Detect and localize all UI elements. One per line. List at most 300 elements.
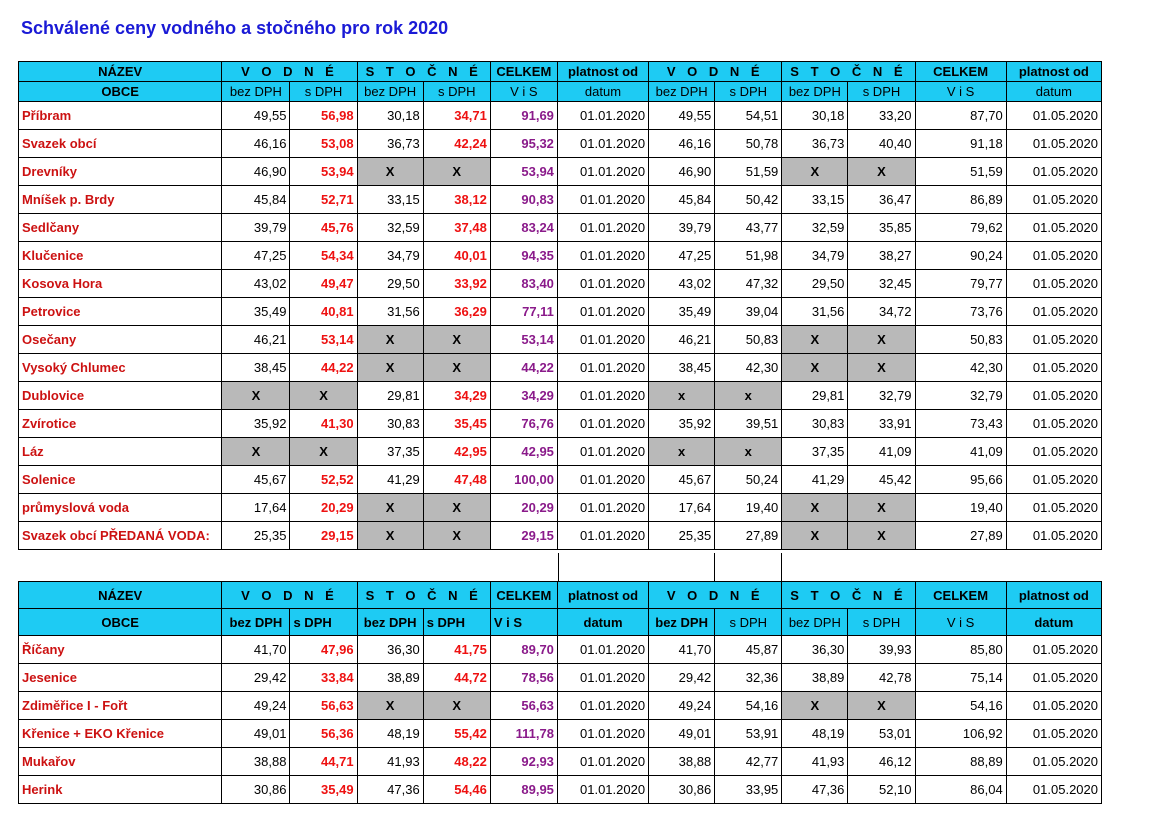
table-cell: 33,91 — [848, 410, 915, 438]
total-price: 111,78 — [490, 720, 557, 748]
table-cell: 39,79 — [649, 214, 715, 242]
valid-from-date: 01.05.2020 — [1006, 130, 1101, 158]
valid-from-date: 01.05.2020 — [1006, 326, 1101, 354]
not-applicable-cell: x — [649, 382, 715, 410]
valid-from-date: 01.05.2020 — [1006, 664, 1101, 692]
not-applicable-cell: X — [848, 522, 915, 550]
price-with-vat: 38,12 — [423, 186, 490, 214]
table-cell: 30,86 — [222, 776, 290, 804]
table-cell: 48,19 — [357, 720, 423, 748]
price-with-vat: 45,76 — [290, 214, 357, 242]
column-header: platnost od — [557, 62, 648, 82]
table-cell: 41,70 — [222, 636, 290, 664]
price-with-vat: 54,34 — [290, 242, 357, 270]
table-row — [19, 186, 1102, 214]
not-applicable-cell: x — [649, 438, 715, 466]
valid-from-date: 01.01.2020 — [557, 692, 648, 720]
table-row — [19, 494, 1102, 522]
municipality-name: Kosova Hora — [19, 270, 222, 298]
table-cell: 42,77 — [715, 748, 782, 776]
valid-from-date: 01.05.2020 — [1006, 438, 1101, 466]
table-row — [19, 102, 1102, 130]
valid-from-date: 01.05.2020 — [1006, 522, 1101, 550]
price-with-vat: 34,71 — [423, 102, 490, 130]
table-row — [19, 692, 1102, 720]
price-with-vat: 36,29 — [423, 298, 490, 326]
column-header: platnost od — [1006, 582, 1101, 609]
column-subheader: s DPH — [290, 609, 357, 636]
column-subheader: s DPH — [715, 82, 782, 102]
valid-from-date: 01.01.2020 — [557, 270, 648, 298]
table-cell: 39,79 — [222, 214, 290, 242]
table-row — [19, 326, 1102, 354]
column-subheader: s DPH — [715, 609, 782, 636]
valid-from-date: 01.01.2020 — [557, 720, 648, 748]
table-cell: 46,21 — [649, 326, 715, 354]
column-subheader: V i S — [915, 82, 1006, 102]
price-with-vat: 29,15 — [290, 522, 357, 550]
total-price: 53,94 — [490, 158, 557, 186]
total-price: 76,76 — [490, 410, 557, 438]
price-with-vat: 53,94 — [290, 158, 357, 186]
column-subheader: OBCE — [19, 82, 222, 102]
separator-line — [714, 553, 715, 581]
table-row — [19, 214, 1102, 242]
table-cell: 38,89 — [357, 664, 423, 692]
table-cell: 38,89 — [782, 664, 848, 692]
table-cell: 29,50 — [357, 270, 423, 298]
not-applicable-cell: x — [715, 438, 782, 466]
table-cell: 29,50 — [782, 270, 848, 298]
valid-from-date: 01.01.2020 — [557, 636, 648, 664]
table-cell: 46,16 — [222, 130, 290, 158]
valid-from-date: 01.05.2020 — [1006, 214, 1101, 242]
table-cell: 41,70 — [649, 636, 715, 664]
table-cell: 53,91 — [715, 720, 782, 748]
price-with-vat: 47,48 — [423, 466, 490, 494]
column-subheader: OBCE — [19, 609, 222, 636]
valid-from-date: 01.01.2020 — [557, 158, 648, 186]
table-cell: 35,49 — [222, 298, 290, 326]
table-cell: 47,25 — [222, 242, 290, 270]
total-price: 79,77 — [915, 270, 1006, 298]
column-subheader: datum — [557, 82, 648, 102]
table-cell: 53,01 — [848, 720, 915, 748]
table-cell: 51,98 — [715, 242, 782, 270]
municipality-name: Osečany — [19, 326, 222, 354]
column-header: S T O Č N É — [357, 582, 490, 609]
total-price: 42,95 — [490, 438, 557, 466]
not-applicable-cell: X — [423, 692, 490, 720]
table-cell: 38,27 — [848, 242, 915, 270]
column-subheader: bez DPH — [649, 82, 715, 102]
table-cell: 47,25 — [649, 242, 715, 270]
separator-line — [558, 553, 559, 581]
price-with-vat: 44,71 — [290, 748, 357, 776]
column-header: NÁZEV — [19, 582, 222, 609]
valid-from-date: 01.01.2020 — [557, 382, 648, 410]
total-price: 87,70 — [915, 102, 1006, 130]
table-row — [19, 130, 1102, 158]
municipality-name: Mukařov — [19, 748, 222, 776]
total-price: 56,63 — [490, 692, 557, 720]
table-cell: 50,42 — [715, 186, 782, 214]
price-table-1 — [18, 61, 1102, 550]
column-header: V O D N É — [649, 62, 782, 82]
not-applicable-cell: X — [357, 692, 423, 720]
table-cell: 45,87 — [715, 636, 782, 664]
table-cell: 29,81 — [782, 382, 848, 410]
table-cell: 50,83 — [715, 326, 782, 354]
municipality-name: Láz — [19, 438, 222, 466]
table-cell: 32,59 — [357, 214, 423, 242]
column-subheader: s DPH — [423, 609, 490, 636]
valid-from-date: 01.01.2020 — [557, 130, 648, 158]
not-applicable-cell: X — [357, 522, 423, 550]
header-row — [19, 62, 1102, 82]
table-cell: 54,16 — [715, 692, 782, 720]
column-header: V O D N É — [222, 582, 357, 609]
not-applicable-cell: x — [715, 382, 782, 410]
table-cell: 43,02 — [222, 270, 290, 298]
table-cell: 41,29 — [357, 466, 423, 494]
table-cell: 39,51 — [715, 410, 782, 438]
total-price: 54,16 — [915, 692, 1006, 720]
not-applicable-cell: X — [423, 522, 490, 550]
price-with-vat: 41,75 — [423, 636, 490, 664]
valid-from-date: 01.01.2020 — [557, 326, 648, 354]
column-subheader: s DPH — [848, 82, 915, 102]
table-cell: 39,04 — [715, 298, 782, 326]
table-cell: 45,84 — [649, 186, 715, 214]
not-applicable-cell: X — [848, 494, 915, 522]
total-price: 92,93 — [490, 748, 557, 776]
price-with-vat: 52,71 — [290, 186, 357, 214]
table-cell: 45,67 — [222, 466, 290, 494]
total-price: 106,92 — [915, 720, 1006, 748]
municipality-name: Sedlčany — [19, 214, 222, 242]
table-row — [19, 720, 1102, 748]
table-row — [19, 354, 1102, 382]
column-subheader: datum — [557, 609, 648, 636]
table-cell: 42,30 — [715, 354, 782, 382]
municipality-name: Říčany — [19, 636, 222, 664]
price-with-vat: 56,98 — [290, 102, 357, 130]
price-with-vat: 37,48 — [423, 214, 490, 242]
table-cell: 32,59 — [782, 214, 848, 242]
price-with-vat: 33,84 — [290, 664, 357, 692]
municipality-name: Dublovice — [19, 382, 222, 410]
table-cell: 30,86 — [649, 776, 715, 804]
valid-from-date: 01.05.2020 — [1006, 270, 1101, 298]
valid-from-date: 01.01.2020 — [557, 242, 648, 270]
table-cell: 33,15 — [782, 186, 848, 214]
municipality-name: Zvírotice — [19, 410, 222, 438]
table-cell: 35,85 — [848, 214, 915, 242]
price-with-vat: 33,92 — [423, 270, 490, 298]
valid-from-date: 01.01.2020 — [557, 748, 648, 776]
table-cell: 33,20 — [848, 102, 915, 130]
total-price: 44,22 — [490, 354, 557, 382]
table-cell: 40,40 — [848, 130, 915, 158]
valid-from-date: 01.01.2020 — [557, 410, 648, 438]
valid-from-date: 01.05.2020 — [1006, 186, 1101, 214]
header-row — [19, 582, 1102, 609]
table-cell: 29,42 — [649, 664, 715, 692]
table-cell: 38,45 — [649, 354, 715, 382]
price-with-vat: 34,29 — [423, 382, 490, 410]
table-cell: 37,35 — [782, 438, 848, 466]
table-cell: 30,18 — [357, 102, 423, 130]
table-cell: 50,78 — [715, 130, 782, 158]
not-applicable-cell: X — [357, 494, 423, 522]
price-with-vat: 44,72 — [423, 664, 490, 692]
valid-from-date: 01.05.2020 — [1006, 776, 1101, 804]
column-subheader: s DPH — [423, 82, 490, 102]
subheader-row — [19, 82, 1102, 102]
not-applicable-cell: X — [848, 692, 915, 720]
not-applicable-cell: X — [848, 354, 915, 382]
table-cell: 49,01 — [222, 720, 290, 748]
table-cell: 48,19 — [782, 720, 848, 748]
not-applicable-cell: X — [222, 382, 290, 410]
total-price: 91,69 — [490, 102, 557, 130]
valid-from-date: 01.05.2020 — [1006, 410, 1101, 438]
not-applicable-cell: X — [290, 438, 357, 466]
not-applicable-cell: X — [782, 522, 848, 550]
column-header: platnost od — [557, 582, 648, 609]
valid-from-date: 01.05.2020 — [1006, 636, 1101, 664]
table-cell: 36,73 — [357, 130, 423, 158]
table-cell: 32,79 — [848, 382, 915, 410]
total-price: 94,35 — [490, 242, 557, 270]
total-price: 95,32 — [490, 130, 557, 158]
column-subheader: V i S — [490, 609, 557, 636]
table-cell: 46,90 — [222, 158, 290, 186]
valid-from-date: 01.01.2020 — [557, 466, 648, 494]
municipality-name: Svazek obcí — [19, 130, 222, 158]
total-price: 53,14 — [490, 326, 557, 354]
table-row — [19, 522, 1102, 550]
not-applicable-cell: X — [357, 326, 423, 354]
column-subheader: bez DPH — [222, 609, 290, 636]
total-price: 100,00 — [490, 466, 557, 494]
table-cell: 30,83 — [357, 410, 423, 438]
table-cell: 46,90 — [649, 158, 715, 186]
price-with-vat: 44,22 — [290, 354, 357, 382]
column-header: V O D N É — [222, 62, 357, 82]
subheader-row — [19, 609, 1102, 636]
table-cell: 36,73 — [782, 130, 848, 158]
table-cell: 29,81 — [357, 382, 423, 410]
table-cell: 39,93 — [848, 636, 915, 664]
valid-from-date: 01.01.2020 — [557, 664, 648, 692]
price-with-vat: 56,36 — [290, 720, 357, 748]
valid-from-date: 01.01.2020 — [557, 102, 648, 130]
column-subheader: bez DPH — [357, 82, 423, 102]
not-applicable-cell: X — [423, 326, 490, 354]
valid-from-date: 01.05.2020 — [1006, 242, 1101, 270]
column-subheader: s DPH — [290, 82, 357, 102]
table-cell: 33,95 — [715, 776, 782, 804]
table-row — [19, 466, 1102, 494]
table-row — [19, 410, 1102, 438]
table-cell: 36,47 — [848, 186, 915, 214]
total-price: 50,83 — [915, 326, 1006, 354]
not-applicable-cell: X — [782, 354, 848, 382]
total-price: 91,18 — [915, 130, 1006, 158]
price-with-vat: 35,45 — [423, 410, 490, 438]
table-cell: 31,56 — [782, 298, 848, 326]
total-price: 73,76 — [915, 298, 1006, 326]
table-row — [19, 242, 1102, 270]
total-price: 29,15 — [490, 522, 557, 550]
table-cell: 47,36 — [357, 776, 423, 804]
table-cell: 43,02 — [649, 270, 715, 298]
not-applicable-cell: X — [357, 354, 423, 382]
valid-from-date: 01.05.2020 — [1006, 720, 1101, 748]
table-cell: 27,89 — [715, 522, 782, 550]
price-table-2 — [18, 581, 1102, 804]
column-subheader: bez DPH — [222, 82, 290, 102]
table-cell: 41,29 — [782, 466, 848, 494]
price-with-vat: 42,24 — [423, 130, 490, 158]
price-with-vat: 35,49 — [290, 776, 357, 804]
total-price: 79,62 — [915, 214, 1006, 242]
total-price: 73,43 — [915, 410, 1006, 438]
valid-from-date: 01.01.2020 — [557, 354, 648, 382]
table-cell: 25,35 — [649, 522, 715, 550]
column-subheader: V i S — [490, 82, 557, 102]
valid-from-date: 01.01.2020 — [557, 438, 648, 466]
table-row — [19, 298, 1102, 326]
municipality-name: Petrovice — [19, 298, 222, 326]
not-applicable-cell: X — [423, 494, 490, 522]
table-cell: 30,83 — [782, 410, 848, 438]
valid-from-date: 01.01.2020 — [557, 522, 648, 550]
column-header: CELKEM — [490, 62, 557, 82]
not-applicable-cell: X — [423, 158, 490, 186]
table-row — [19, 664, 1102, 692]
price-with-vat: 41,30 — [290, 410, 357, 438]
table-cell: 49,24 — [649, 692, 715, 720]
municipality-name: Svazek obcí PŘEDANÁ VODA: — [19, 522, 222, 550]
not-applicable-cell: X — [782, 158, 848, 186]
valid-from-date: 01.05.2020 — [1006, 354, 1101, 382]
table-row — [19, 270, 1102, 298]
column-header: CELKEM — [915, 582, 1006, 609]
total-price: 86,89 — [915, 186, 1006, 214]
total-price: 20,29 — [490, 494, 557, 522]
total-price: 32,79 — [915, 382, 1006, 410]
price-with-vat: 49,47 — [290, 270, 357, 298]
total-price: 34,29 — [490, 382, 557, 410]
column-subheader: datum — [1006, 82, 1101, 102]
price-with-vat: 56,63 — [290, 692, 357, 720]
municipality-name: Klučenice — [19, 242, 222, 270]
price-with-vat: 53,14 — [290, 326, 357, 354]
table-row — [19, 748, 1102, 776]
table-cell: 37,35 — [357, 438, 423, 466]
table-cell: 54,51 — [715, 102, 782, 130]
total-price: 90,24 — [915, 242, 1006, 270]
column-header: S T O Č N É — [782, 582, 915, 609]
municipality-name: Vysoký Chlumec — [19, 354, 222, 382]
table-cell: 17,64 — [649, 494, 715, 522]
not-applicable-cell: X — [782, 326, 848, 354]
valid-from-date: 01.05.2020 — [1006, 102, 1101, 130]
total-price: 88,89 — [915, 748, 1006, 776]
valid-from-date: 01.01.2020 — [557, 494, 648, 522]
total-price: 89,70 — [490, 636, 557, 664]
table-cell: 31,56 — [357, 298, 423, 326]
page-title: Schválené ceny vodného a stočného pro rok 2020 — [21, 18, 449, 38]
table-cell: 25,35 — [222, 522, 290, 550]
total-price: 86,04 — [915, 776, 1006, 804]
table-cell: 36,30 — [357, 636, 423, 664]
total-price: 75,14 — [915, 664, 1006, 692]
table-cell: 42,78 — [848, 664, 915, 692]
not-applicable-cell: X — [290, 382, 357, 410]
table-cell: 19,40 — [715, 494, 782, 522]
table-cell: 47,32 — [715, 270, 782, 298]
column-header: CELKEM — [490, 582, 557, 609]
column-header: platnost od — [1006, 62, 1101, 82]
table-cell: 46,12 — [848, 748, 915, 776]
municipality-name: Drevníky — [19, 158, 222, 186]
column-header: CELKEM — [915, 62, 1006, 82]
municipality-name: Zdiměřice I - Fořt — [19, 692, 222, 720]
table-cell: 41,93 — [357, 748, 423, 776]
total-price: 95,66 — [915, 466, 1006, 494]
municipality-name: Mníšek p. Brdy — [19, 186, 222, 214]
table-cell: 49,24 — [222, 692, 290, 720]
valid-from-date: 01.05.2020 — [1006, 692, 1101, 720]
not-applicable-cell: X — [357, 158, 423, 186]
table-cell: 29,42 — [222, 664, 290, 692]
price-with-vat: 53,08 — [290, 130, 357, 158]
total-price: 83,40 — [490, 270, 557, 298]
table-cell: 32,36 — [715, 664, 782, 692]
not-applicable-cell: X — [848, 326, 915, 354]
total-price: 42,30 — [915, 354, 1006, 382]
table-cell: 35,92 — [222, 410, 290, 438]
table-cell: 38,45 — [222, 354, 290, 382]
column-subheader: V i S — [915, 609, 1006, 636]
not-applicable-cell: X — [423, 354, 490, 382]
column-header: S T O Č N É — [782, 62, 915, 82]
not-applicable-cell: X — [222, 438, 290, 466]
table-cell: 45,42 — [848, 466, 915, 494]
table-cell: 34,79 — [782, 242, 848, 270]
column-header: V O D N É — [649, 582, 782, 609]
table-cell: 52,10 — [848, 776, 915, 804]
price-with-vat: 55,42 — [423, 720, 490, 748]
table-cell: 17,64 — [222, 494, 290, 522]
table-cell: 49,55 — [649, 102, 715, 130]
column-subheader: bez DPH — [782, 609, 848, 636]
total-price: 85,80 — [915, 636, 1006, 664]
valid-from-date: 01.05.2020 — [1006, 748, 1101, 776]
column-subheader: datum — [1006, 609, 1101, 636]
valid-from-date: 01.05.2020 — [1006, 494, 1101, 522]
municipality-name: Jesenice — [19, 664, 222, 692]
price-with-vat: 40,81 — [290, 298, 357, 326]
table-cell: 51,59 — [715, 158, 782, 186]
valid-from-date: 01.01.2020 — [557, 214, 648, 242]
municipality-name: průmyslová voda — [19, 494, 222, 522]
table-cell: 45,67 — [649, 466, 715, 494]
